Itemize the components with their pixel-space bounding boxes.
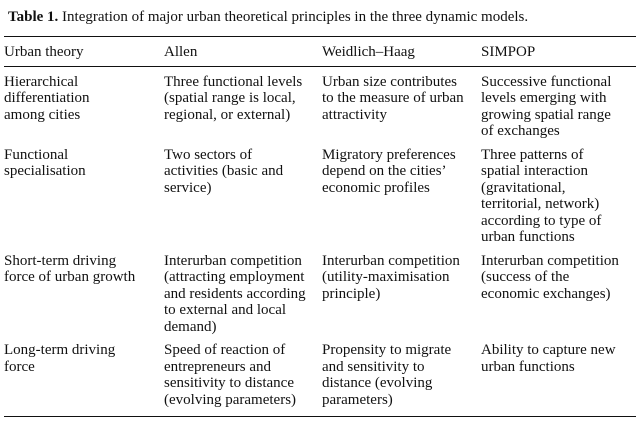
table-body [4,61,636,409]
table-cell: Successive functional levels emerging with growing spatial range of exchanges [481,73,612,139]
header-weidlich-haag: Weidlich–Haag [322,44,415,60]
table-cell: Long-term driving force [4,342,116,375]
table-cell: Migratory preferences depend on the cities’ economic profiles [322,146,456,196]
table-cell: Interurban competition (utility-maximisation principle) [322,252,460,302]
table-cell: Short-term driving force of urban growth [4,252,136,285]
table-row [4,67,636,140]
table-cell: Interurban competition (success of the economic exchanges) [481,252,619,302]
table-bottom-rule [4,416,636,417]
table-cell: Speed of reaction of entrepreneurs and sensitivity to distance (evolving parameters) [164,342,297,408]
table-cell: Ability to capture new urban functions [481,342,616,375]
table-cell: Three functional levels (spatial range is local, regional, or external) [164,73,303,123]
table-cell: Urban size contributes to the measure of urban attractivity [322,73,464,123]
table-caption-text: Integration of major urban theoretical principles in the three dynamic models. [58,9,529,25]
table-cell: Interurban competition (attracting employment and residents according to external and local demand) [164,252,306,335]
table-cell: Three patterns of spatial interaction (gravitational, territorial, network) according to type of urban functions [481,146,602,245]
header-row [4,37,636,61]
table-cell: Functional specialisation [4,146,86,179]
table-caption [8,7,636,27]
header-urban-theory: Urban theory [4,44,84,60]
header-allen: Allen [164,44,198,60]
table-cell: Hierarchical differentiation among cities [4,73,90,123]
header-simpop: SIMPOP [481,44,536,60]
table-row [4,140,636,246]
table-row [4,246,636,336]
table-cell: Two sectors of activities (basic and service) [164,146,284,196]
comparison-table [4,37,636,408]
table-header [4,37,636,61]
table-cell: Propensity to migrate and sensitivity to distance (evolving parameters) [322,342,452,408]
table-row [4,335,636,408]
table-caption-label: Table 1. [8,9,59,25]
